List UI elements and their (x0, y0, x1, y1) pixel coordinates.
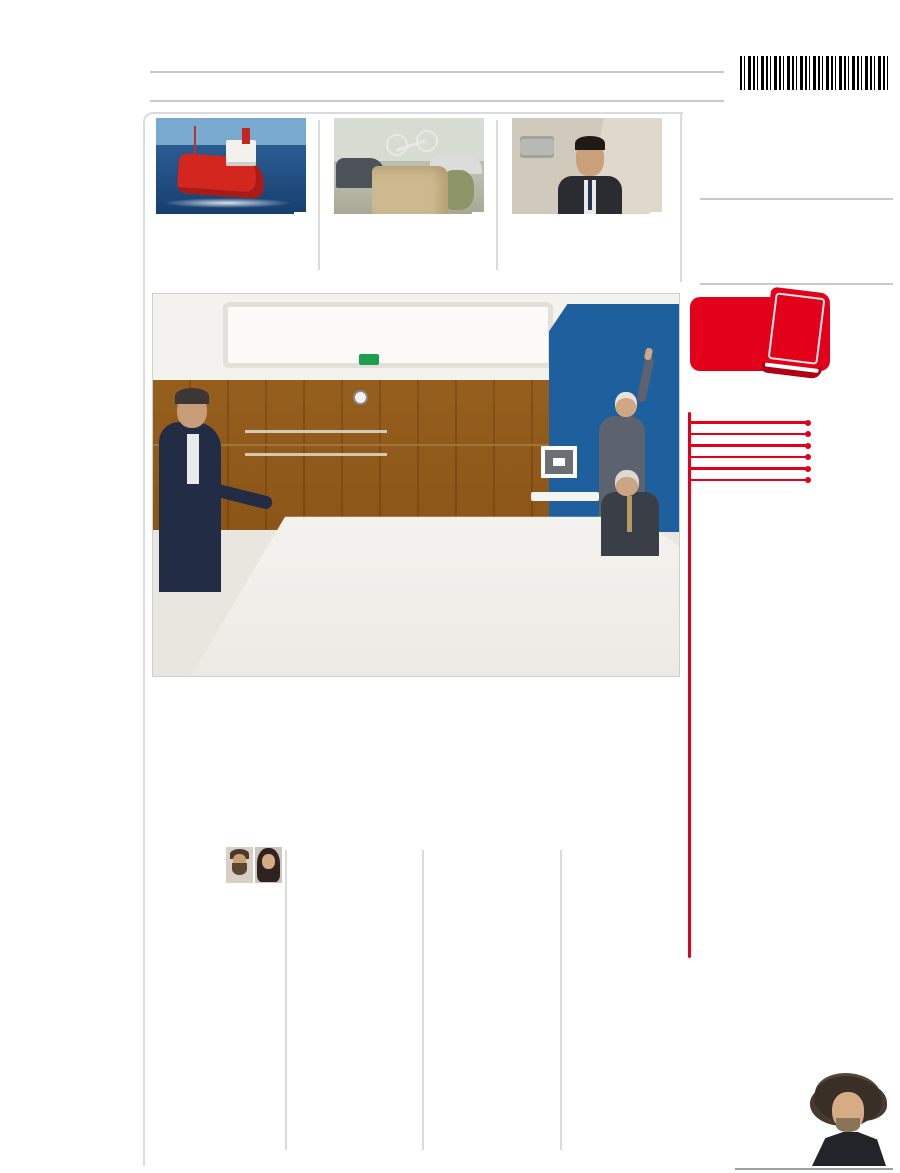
diary-book-icon (761, 287, 831, 380)
columnist-portrait (806, 1076, 890, 1166)
anastasiades-head (615, 392, 637, 417)
columnist-beard (836, 1118, 860, 1132)
right-teaser-divider (700, 283, 893, 285)
teaser-iskele[interactable] (334, 118, 484, 220)
teaser-ship[interactable] (156, 118, 306, 220)
conference-photo (152, 293, 680, 677)
diary-item-divider (688, 467, 806, 470)
page-badge (472, 212, 484, 214)
columnist-suit (812, 1132, 886, 1166)
diary-book-text (777, 304, 821, 309)
header-rule-bottom (150, 100, 724, 102)
author-beard (232, 863, 247, 875)
diary-item-divider (688, 433, 806, 436)
air-conditioner (520, 136, 554, 158)
diary-items (702, 412, 896, 490)
teaser-firat[interactable] (694, 116, 894, 120)
coat-rack (245, 430, 387, 456)
header-rule-top (150, 71, 724, 73)
page-badge (650, 212, 662, 214)
masthead-title (12, 80, 132, 1172)
teaser-divider-2 (496, 120, 498, 270)
ship-wake (162, 198, 292, 208)
teaser-right-divider (680, 114, 682, 282)
sideboard (531, 492, 599, 501)
seated-delegate-tie (627, 496, 632, 532)
exit-sign (359, 354, 379, 365)
diary-item-divider (688, 456, 806, 459)
ship-funnel (242, 128, 250, 144)
column-divider (422, 850, 424, 1150)
cavusoglu-shirt (187, 434, 199, 484)
barcode-bars (740, 56, 888, 90)
author-face (262, 854, 275, 869)
teaser-baris-tilki[interactable] (512, 118, 662, 220)
ship-superstructure (226, 140, 256, 166)
byline-block (152, 847, 282, 852)
wall-clock (353, 390, 368, 405)
seated-delegate-head (615, 470, 639, 496)
tie (588, 180, 592, 210)
portrait-hair (575, 136, 605, 150)
cargo-ship-photo (156, 118, 306, 214)
stone-sign (372, 166, 448, 214)
teaser-divider-1 (318, 120, 320, 270)
framed-picture (541, 446, 577, 478)
iskele-sign-photo (334, 118, 484, 214)
teaser-meteoroloji[interactable] (694, 212, 894, 216)
article-column-1 (152, 913, 282, 917)
barcode (738, 56, 890, 102)
diary-item-divider (688, 421, 806, 424)
right-teaser-divider (700, 198, 893, 200)
diary-item-divider (688, 479, 806, 482)
date-row (150, 77, 722, 99)
photo-ceiling-panel (223, 302, 553, 368)
diary-red-line (688, 412, 691, 958)
byline-photos (226, 847, 282, 883)
column-divider (285, 850, 287, 1150)
cavusoglu-hair (175, 388, 209, 404)
baris-tilki-photo (512, 118, 662, 214)
page-badge (294, 212, 306, 214)
column-divider (560, 850, 562, 1150)
diary-item-divider (688, 444, 806, 447)
diary-book-pages (765, 362, 819, 373)
columnist-divider (735, 1168, 893, 1170)
drop-cap (152, 913, 157, 917)
